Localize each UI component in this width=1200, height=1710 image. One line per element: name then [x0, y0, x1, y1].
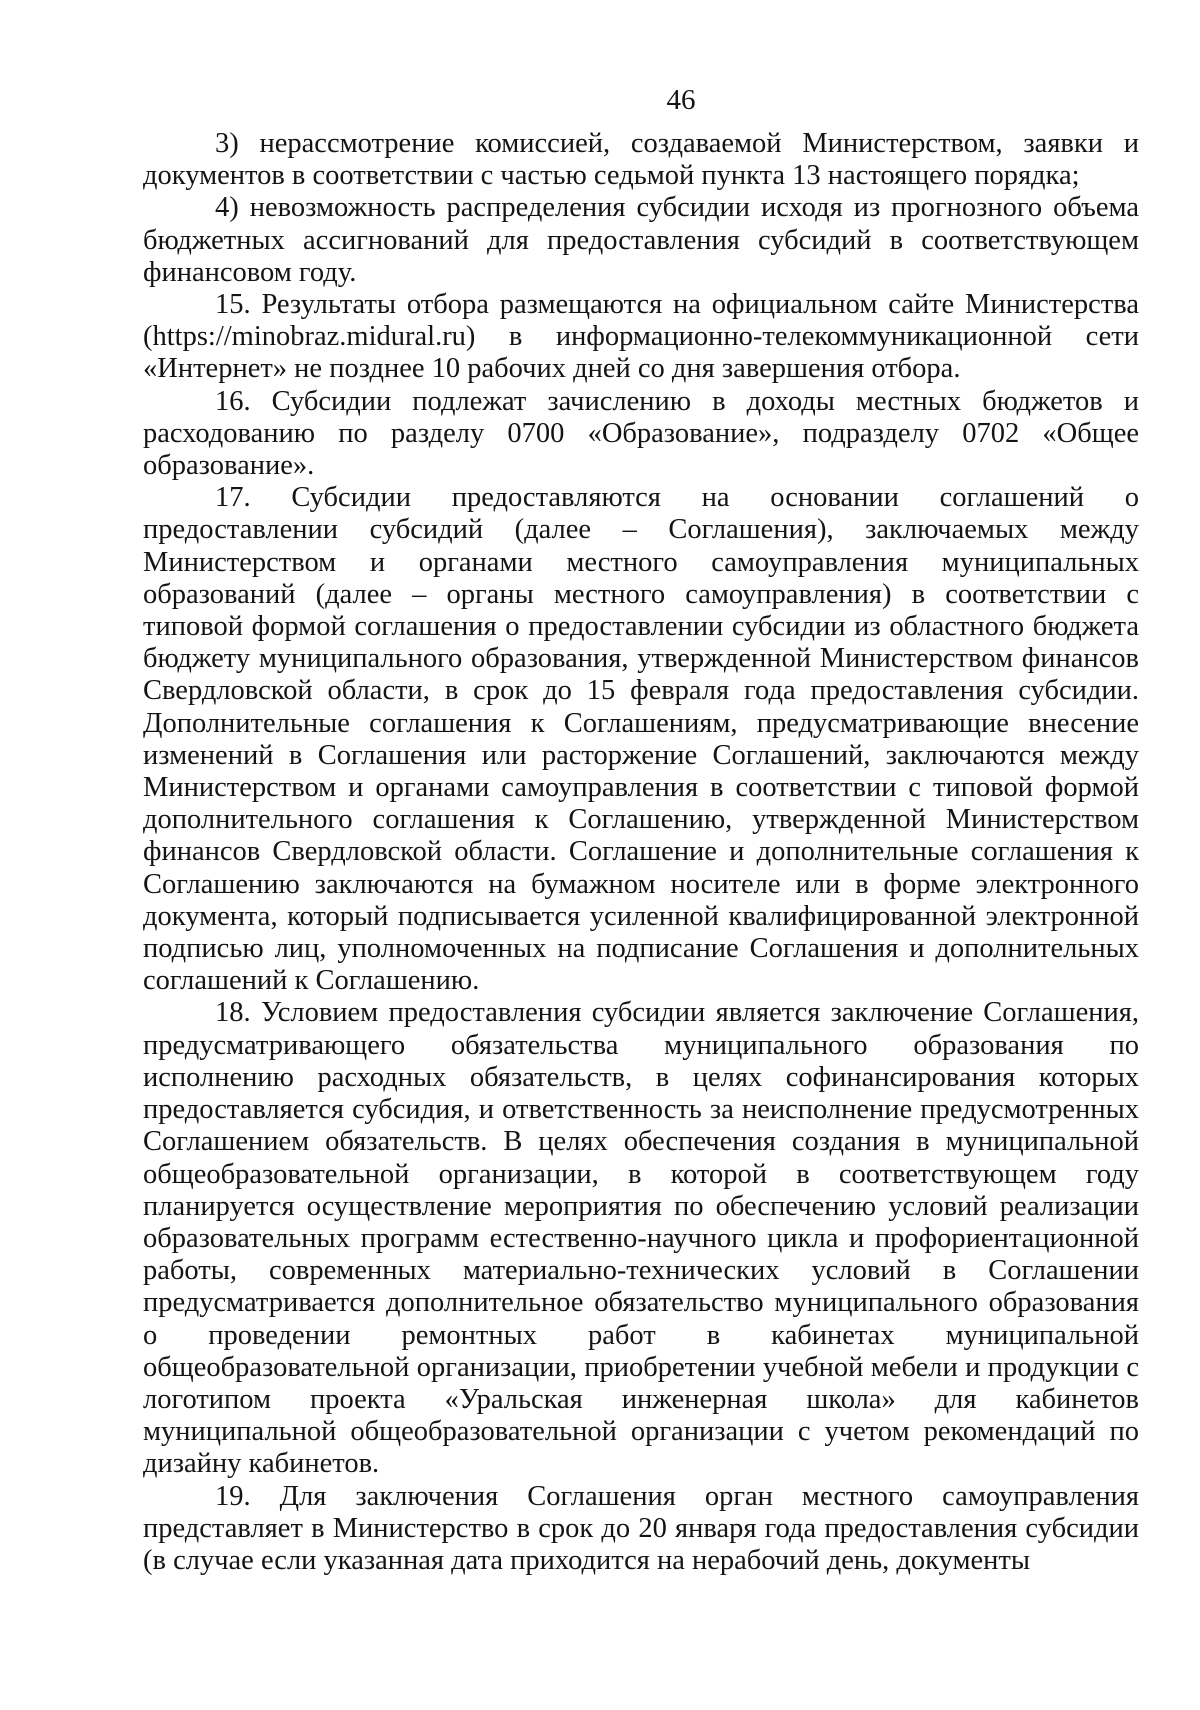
- paragraph-item-4: 4) невозможность распределения субсидии исходя из прогнозного объема бюджетных ассигнований для предоставления субсидий в соответствующем финансовом году.: [143, 192, 1139, 288]
- document-body: [143, 128, 1139, 1577]
- paragraph-16: 16. Субсидии подлежат зачислению в доходы местных бюджетов и расходованию по разделу 0700 «Образование», подразделу 0702 «Общее образование».: [143, 385, 1139, 482]
- paragraph-item-3: 3) нерассмотрение комиссией, создаваемой Министерством, заявки и документов в соответствии с частью седьмой пункта 13 настоящего порядка;: [143, 128, 1139, 192]
- paragraph-18: 18. Условием предоставления субсидии является заключение Соглашения, предусматривающего обязательства муниципального образования по исполнению расходных обязательств, в целях софинансирования которых предоставляется субсидия, и ответственность за неисполнение предусмотренных Соглашением обязательств. В целях обеспечения создания в муниципальной общеобразовательной организации, в которой в соответствующем году планируется осуществление мероприятия по обеспечению условий реализации образовательных программ естественно-научного цикла и профориентационной работы, современных материально-технических условий в Соглашении предусматривается дополнительное обязательство муниципального образования о проведении ремонтных работ в кабинетах муниципальной общеобразовательной организации, приобретении учебной мебели и продукции с логотипом проекта «Уральская инженерная школа» для кабинетов муниципальной общеобразовательной организации с учетом рекомендаций по дизайну кабинетов.: [143, 997, 1139, 1480]
- paragraph-17: 17. Субсидии предоставляются на основании соглашений о предоставлении субсидий (далее – Соглашения), заключаемых между Министерством и органами местного самоуправления муниципальных образований (далее – органы местного самоуправления) в соответствии с типовой формой соглашения о предоставлении субсидии из областного бюджета бюджету муниципального образования, утвержденной Министерством финансов Свердловской области, в срок до 15 февраля года предоставления субсидии. Дополнительные соглашения к Соглашениям, предусматривающие внесение изменений в Соглашения или расторжение Соглашений, заключаются между Министерством и органами самоуправления в соответствии с типовой формой дополнительного соглашения к Соглашению, утвержденной Министерством финансов Свердловской области. Соглашение и дополнительные соглашения к Соглашению заключаются на бумажном носителе или в форме электронного документа, который подписывается усиленной квалифицированной электронной подписью лиц, уполномоченных на подписание Соглашения и дополнительных соглашений к Соглашению.: [143, 482, 1139, 997]
- paragraph-19: 19. Для заключения Соглашения орган местного самоуправления представляет в Министерство в срок до 20 января года предоставления субсидии (в случае если указанная дата приходится на нерабочий день, документы: [143, 1480, 1139, 1576]
- paragraph-15: 15. Результаты отбора размещаются на официальном сайте Министерства (https://minobraz.midural.ru) в информационно-телекоммуникационной сети «Интернет» не позднее 10 рабочих дней со дня завершения отбора.: [143, 289, 1139, 385]
- page-number: 46: [666, 84, 696, 116]
